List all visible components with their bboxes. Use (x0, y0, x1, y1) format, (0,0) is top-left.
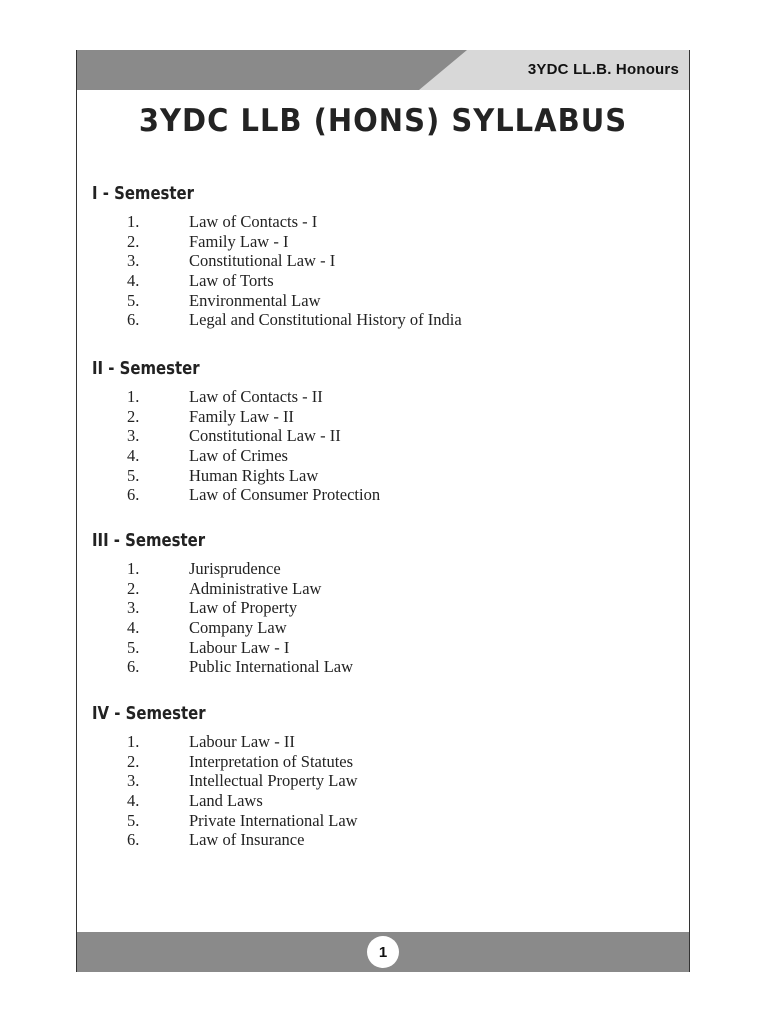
semester-section-2 (92, 358, 682, 505)
list-item (92, 771, 682, 791)
item-text: Law of Contacts - I (189, 212, 318, 231)
item-text: Administrative Law (189, 578, 322, 598)
item-number: 5. (127, 637, 140, 657)
item-text: Family Law - I (189, 231, 289, 251)
semester-section-4 (92, 703, 682, 850)
item-text: Constitutional Law - I (189, 251, 336, 271)
item-text: Private International Law (189, 810, 358, 830)
item-text: Environmental Law (189, 290, 321, 310)
semester-heading: III - Semester (92, 530, 206, 551)
item-number: 5. (127, 465, 140, 485)
item-number: 3. (127, 771, 140, 791)
list-item (92, 271, 682, 291)
list-item (92, 657, 682, 677)
list-item (92, 251, 682, 271)
list-item (92, 212, 682, 232)
list-item (92, 232, 682, 252)
list-item (92, 618, 682, 638)
item-number: 6. (127, 485, 140, 505)
item-number: 3. (127, 251, 140, 271)
subject-list (92, 387, 682, 505)
semester-heading: II - Semester (92, 358, 200, 379)
list-item (92, 559, 682, 579)
list-item (92, 446, 682, 466)
item-number: 2. (127, 406, 140, 426)
item-number: 4. (127, 271, 140, 291)
list-item (92, 387, 682, 407)
item-text: Constitutional Law - II (189, 426, 341, 446)
list-item (92, 291, 682, 311)
semester-section-1 (92, 183, 682, 330)
running-title: 3YDC LL.B. Honours (527, 61, 679, 78)
item-text: Interpretation of Statutes (189, 751, 354, 771)
item-number: 2. (127, 578, 140, 598)
item-text: Law of Consumer Protection (189, 485, 381, 505)
item-text: Law of Torts (189, 271, 274, 291)
list-item (92, 830, 682, 850)
item-number: 2. (127, 231, 140, 251)
subject-list (92, 212, 682, 330)
item-text: Legal and Constitutional History of India (189, 310, 462, 330)
list-item (92, 485, 682, 505)
footer-band (77, 932, 689, 972)
semester-heading: IV - Semester (92, 703, 206, 724)
item-text: Human Rights Law (189, 465, 319, 485)
subject-list (92, 732, 682, 850)
item-text: Intellectual Property Law (189, 771, 358, 791)
list-item (92, 791, 682, 811)
item-text: Family Law - II (189, 406, 294, 426)
item-number: 4. (127, 618, 140, 638)
item-text: Law of Property (189, 598, 298, 618)
item-number: 4. (127, 791, 140, 811)
list-item (92, 310, 682, 330)
item-text: Labour Law - I (189, 637, 290, 657)
item-number: 1. (127, 387, 140, 406)
item-text: Public International Law (189, 657, 354, 677)
item-text: Jurisprudence (189, 559, 281, 578)
list-item (92, 638, 682, 658)
item-text: Land Laws (189, 791, 263, 811)
item-text: Law of Contacts - II (189, 387, 323, 406)
page-title: 3YDC LLB (HONS) SYLLABUS (138, 101, 628, 139)
list-item (92, 598, 682, 618)
item-text: Law of Crimes (189, 446, 288, 466)
list-item (92, 466, 682, 486)
header-band (77, 50, 689, 90)
item-number: 6. (127, 310, 140, 330)
item-number: 5. (127, 810, 140, 830)
item-number: 3. (127, 426, 140, 446)
semester-heading: I - Semester (92, 183, 195, 204)
subject-list (92, 559, 682, 677)
item-number: 2. (127, 751, 140, 771)
page-number: 1 (367, 936, 399, 968)
list-item (92, 426, 682, 446)
item-text: Law of Insurance (189, 830, 305, 850)
list-item (92, 732, 682, 752)
item-number: 6. (127, 657, 140, 677)
item-text: Labour Law - II (189, 732, 295, 751)
item-number: 1. (127, 212, 140, 231)
item-number: 5. (127, 290, 140, 310)
item-number: 4. (127, 446, 140, 466)
item-number: 6. (127, 830, 140, 850)
list-item (92, 407, 682, 427)
semester-section-3 (92, 530, 682, 677)
list-item (92, 752, 682, 772)
item-text: Company Law (189, 618, 287, 638)
list-item (92, 811, 682, 831)
item-number: 3. (127, 598, 140, 618)
item-number: 1. (127, 732, 140, 751)
item-number: 1. (127, 559, 140, 578)
page-frame (76, 50, 690, 972)
list-item (92, 579, 682, 599)
